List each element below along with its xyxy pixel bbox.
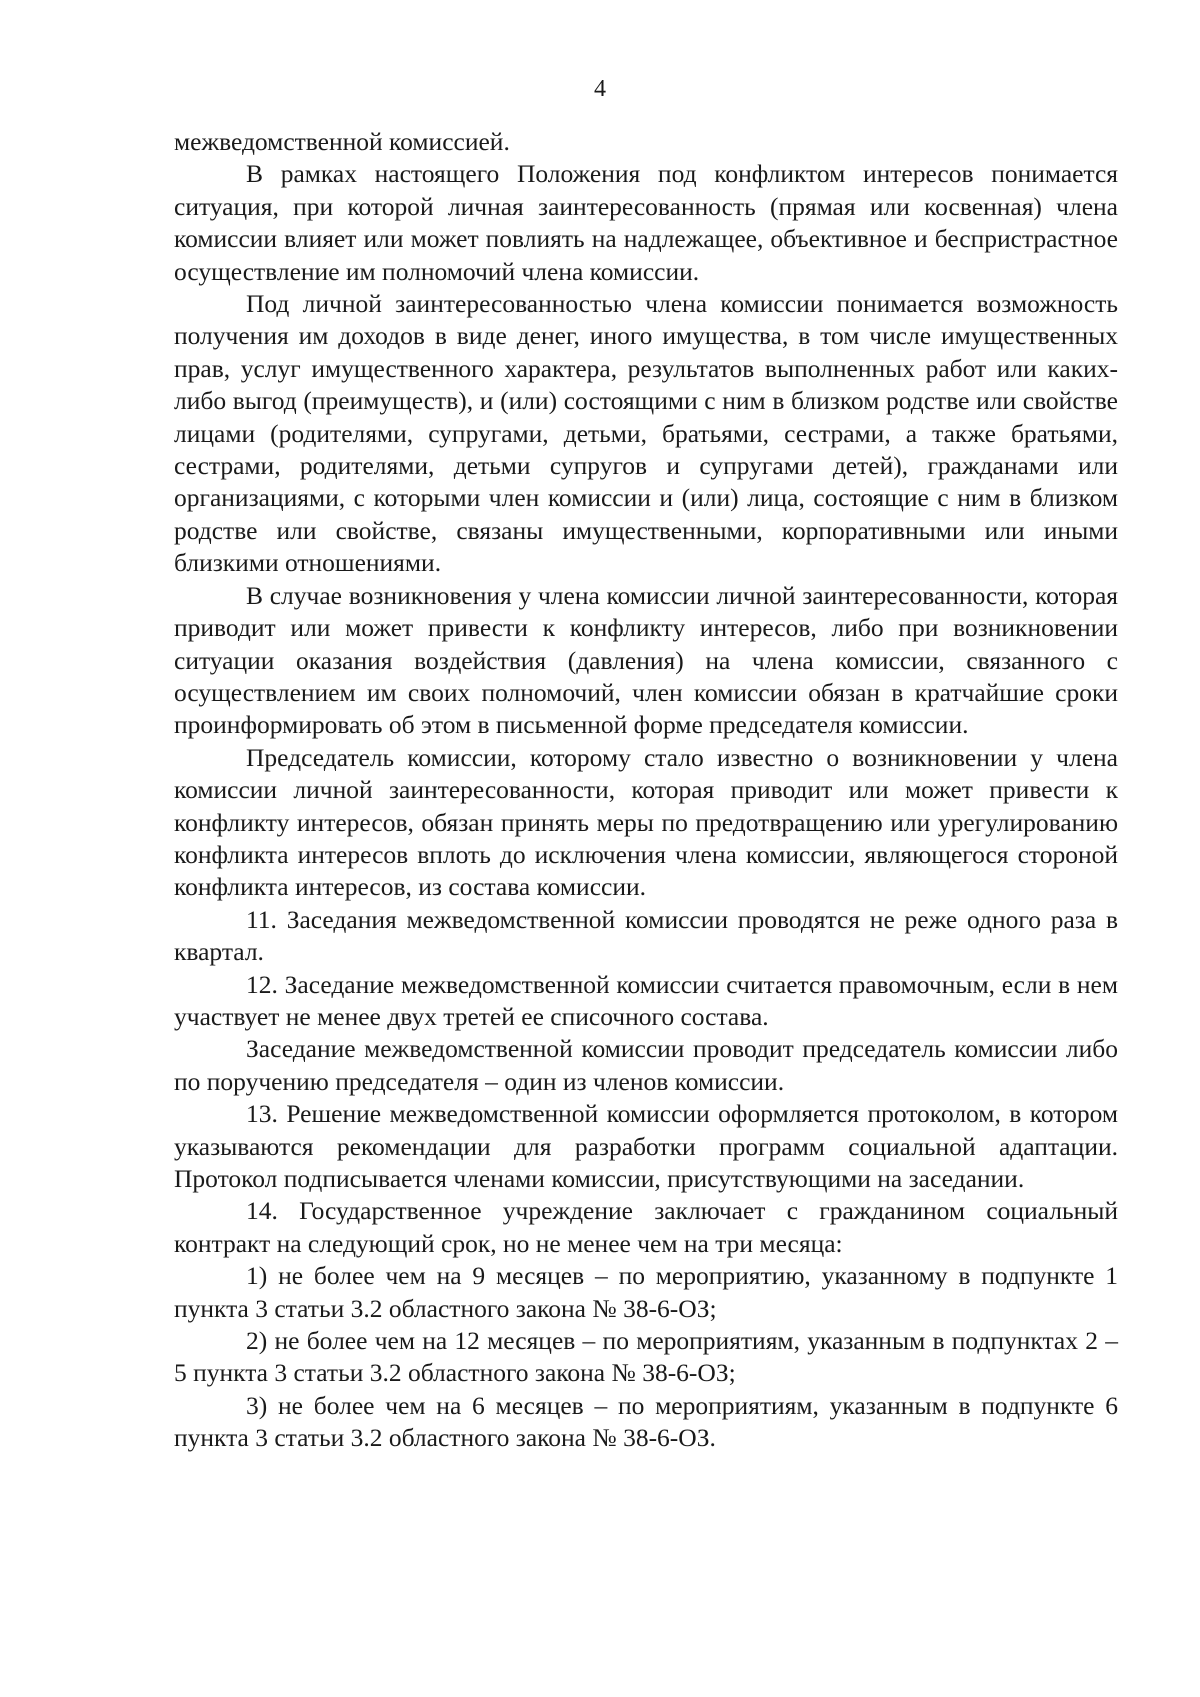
paragraph-item-12: 12. Заседание межведомственной комиссии считается правомочным, если в нем участвует не менее двух третей ее списочного состава.: [174, 969, 1118, 1031]
paragraph-subitem-3: 3) не более чем на 6 месяцев – по мероприятиям, указанным в подпункте 6 пункта 3 статьи 3.2 областного закона № 38-6-ОЗ.: [174, 1390, 1118, 1453]
paragraph-subitem-2: 2) не более чем на 12 месяцев – по мероприятиям, указанным в подпунктах 2 – 5 пункта 3 статьи 3.2 областного закона № 38-6-ОЗ;: [174, 1326, 1118, 1388]
paragraph-conflict-of-interest-definition: В рамках настоящего Положения под конфликтом интересов понимается ситуация, при которой личная заинтересованность (прямая или косвенная) члена комиссии влияет или может повлиять на надлежащее, объективное и беспристрастное осуществление им полномочий члена комиссии.: [174, 159, 1118, 286]
paragraph-meeting-chair: Заседание межведомственной комиссии проводит председатель комиссии либо по поручению председателя – один из членов комиссии.: [174, 1034, 1118, 1096]
paragraph-member-obligation: В случае возникновения у члена комиссии личной заинтересованности, которая приводит или может привести к конфликту интересов, либо при возникновении ситуации оказания воздействия (давления) на члена комиссии, связанного с осуществлением им своих полномочий, член комиссии обязан в кратчайшие сроки проинформировать об этом в письменной форме председателя комиссии.: [174, 580, 1118, 740]
page-number: 4: [594, 76, 606, 102]
document-body: [174, 126, 1118, 1455]
paragraph-item-11: 11. Заседания межведомственной комиссии проводятся не реже одного раза в квартал.: [174, 904, 1118, 967]
paragraph-personal-interest-definition: Под личной заинтересованностью члена комиссии понимается возможность получения им доходов в виде денег, иного имущества, в том числе имущественных прав, услуг имущественного характера, результатов выполненных работ или каких-либо выгод (преимуществ), и (или) состоящими с ним в близком родстве или свойстве лицами (родителями, супругами, детьми, братьями, сестрами, а также братьями, сестрами, родителями, детьми супругов и супругами детей), гражданами или организациями, с которыми член комиссии и (или) лица, состоящие с ним в близком родстве или свойстве, связаны имущественными, корпоративными или иными близкими отношениями.: [174, 289, 1118, 578]
paragraph-chair-obligation: Председатель комиссии, которому стало известно о возникновении у члена комиссии личной заинтересованности, которая приводит или может привести к конфликту интересов, обязан принять меры по предотвращению или урегулированию конфликта интересов вплоть до исключения члена комиссии, являющегося стороной конфликта интересов, из состава комиссии.: [174, 742, 1118, 902]
paragraph-subitem-1: 1) не более чем на 9 месяцев – по мероприятию, указанному в подпункте 1 пункта 3 статьи 3.2 областного закона № 38-6-ОЗ;: [174, 1261, 1118, 1323]
paragraph-item-13: 13. Решение межведомственной комиссии оформляется протоколом, в котором указываются рекомендации для разработки программ социальной адаптации. Протокол подписывается членами комиссии, присутствующими на заседании.: [174, 1099, 1118, 1193]
paragraph-continuation: межведомственной комиссией.: [174, 127, 510, 156]
paragraph-item-14: 14. Государственное учреждение заключает с гражданином социальный контракт на следующий срок, но не менее чем на три месяца:: [174, 1196, 1118, 1258]
